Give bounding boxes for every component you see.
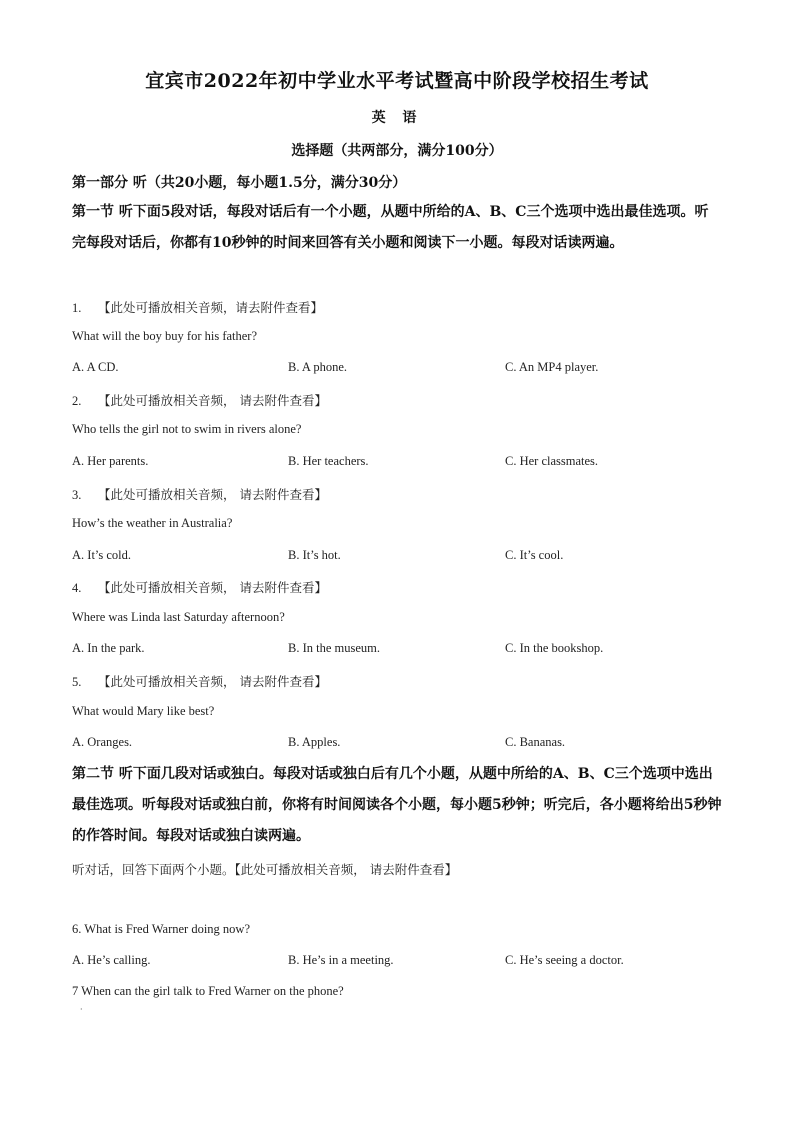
question-number: 2. (72, 394, 82, 408)
question-number: 1. (72, 301, 82, 315)
question-4-audio (72, 578, 327, 596)
question-3-option-c[interactable]: C. It’s cool. (505, 548, 564, 562)
question-number: 3. (72, 488, 82, 502)
question-6-option-a[interactable]: A. He’s calling. (72, 953, 151, 967)
section1-instructions: 第一节 听下面5段对话，每段对话后有一个小题，从题中所给的A、B、C三个选项中选出最佳选项。听完每段对话后，你都有10秒钟的时间来回答有关小题和阅读下一小题。每段对话读两遍。 (72, 204, 709, 251)
question-1-audio (72, 298, 323, 316)
question-3-text: How’s the weather in Australia? (72, 516, 233, 530)
question-number: 5. (72, 675, 82, 689)
question-3-option-b[interactable]: B. It’s hot. (288, 548, 341, 562)
question-6-text: 6. What is Fred Warner doing now? (72, 922, 251, 936)
section-label: 选择题（共两部分，满分100分） (291, 143, 503, 159)
stray-mark: · (80, 1005, 83, 1014)
question-4-option-a[interactable]: A. In the park. (72, 641, 145, 655)
question-5-option-c[interactable]: C. Bananas. (505, 735, 566, 749)
subject-label: 英 语 (371, 110, 423, 126)
question-1-option-c[interactable]: C. An MP4 player. (505, 360, 599, 374)
question-4-text: Where was Linda last Saturday afternoon? (72, 610, 285, 624)
question-3-audio (72, 485, 327, 503)
question-1-text: What will the boy buy for his father? (72, 329, 258, 343)
question-5-option-a[interactable]: A. Oranges. (72, 735, 133, 749)
question-5-text: What would Mary like best? (72, 704, 215, 718)
audio-note: 【此处可播放相关音频， 请去附件查看】 (98, 393, 327, 408)
section2-listen-note: 听对话，回答下面两个小题。【此处可播放相关音频， 请去附件查看】 (72, 862, 458, 877)
question-2-audio (72, 391, 327, 409)
exam-title: 宜宾市2022年初中学业水平考试暨高中阶段学校招生考试 (145, 70, 649, 92)
section2-instructions: 第二节 听下面几段对话或独白。每段对话或独白后有几个小题，从题中所给的A、B、C三个选项中选出最佳选项。听每段对话或独白前，你将有时间阅读各个小题，每小题5秒钟；听完后，各小题将给出5秒钟的作答时间。每段对话或独白读两遍。 (72, 766, 722, 844)
question-5-audio (72, 672, 327, 690)
part1-heading: 第一部分 听（共20小题，每小题1.5分，满分30分） (72, 175, 407, 191)
question-4-option-b[interactable]: B. In the museum. (288, 641, 381, 655)
question-2-text: Who tells the girl not to swim in rivers alone? (72, 422, 302, 436)
audio-note: 【此处可播放相关音频， 请去附件查看】 (98, 674, 327, 689)
question-number: 4. (72, 581, 82, 595)
question-6-option-c[interactable]: C. He’s seeing a doctor. (505, 953, 624, 967)
question-7-text: 7 When can the girl talk to Fred Warner on the phone? (72, 984, 344, 998)
question-1-option-b[interactable]: B. A phone. (288, 360, 348, 374)
audio-note: 【此处可播放相关音频， 请去附件查看】 (98, 580, 327, 595)
question-2-option-a[interactable]: A. Her parents. (72, 454, 149, 468)
question-1-option-a[interactable]: A. A CD. (72, 360, 119, 374)
question-4-option-c[interactable]: C. In the bookshop. (505, 641, 604, 655)
question-2-option-c[interactable]: C. Her classmates. (505, 454, 599, 468)
question-3-option-a[interactable]: A. It’s cold. (72, 548, 132, 562)
question-2-option-b[interactable]: B. Her teachers. (288, 454, 369, 468)
question-5-option-b[interactable]: B. Apples. (288, 735, 341, 749)
audio-note: 【此处可播放相关音频， 请去附件查看】 (98, 487, 327, 502)
question-6-option-b[interactable]: B. He’s in a meeting. (288, 953, 394, 967)
audio-note: 【此处可播放相关音频，请去附件查看】 (98, 300, 324, 315)
